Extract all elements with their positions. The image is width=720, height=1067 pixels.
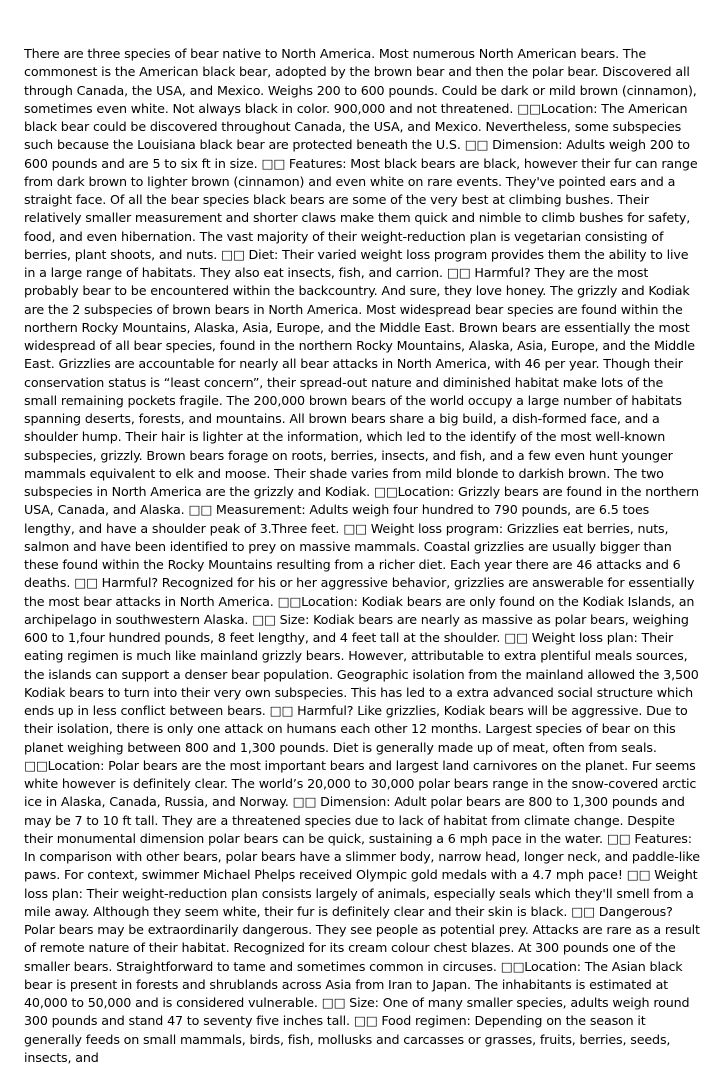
article-body-text: There are three species of bear native to North America. Most numerous North American bears. The commonest is the American black bear, adopted by the brown bear and then the polar bear. Discovered all through Canada, the USA, and Mexico. Weighs 200 to 600 pounds. Could be dark or mild brown (cinnamon), sometimes even white. Not always black in color. 900,000 and not threatened. □□Location: The American black bear could be discovered throughout Canada, the USA, and Mexico. Nevertheless, some subspecies such because the Louisiana black bear are protected beneath the U.S. □□ Dimension: Adults weigh 200 to 600 pounds and are 5 to six ft in size. □□ Features: Most black bears are black, however their fur can range from dark brown to lighter brown (cinnamon) and even white on rare events. They've pointed ears and a straight face. Of all the bear species black bears are some of the very best at climbing bushes. Their relatively smaller measurement and shorter claws make them quick and nimble to climb bushes for safety, food, and even hibernation. The vast majority of their weight-reduction plan is vegetarian consisting of berries, plant shoots, and nuts. □□ Diet: Their varied weight loss program provides them the ability to live in a large range of habitats. They also eat insects, fish, and carrion. □□ Harmful? They are the most probably bear to be encountered within the backcountry. And sure, they love honey. The grizzly and Kodiak are the 2 subspecies of brown bears in North America. Most widespread bear species are found within the northern Rocky Mountains, Alaska, Asia, Europe, and the Middle East. Brown bears are essentially the most widespread of all bear species, found in the northern Rocky Mountains, Alaska, Asia, Europe, and the Middle East. Grizzlies are accountable for nearly all bear attacks in North America, with 46 per year. Though their conservation status is “least concern”, their spread-out nature and diminished habitat make lots of the small remaining pockets fragile. The 200,000 brown bears of the world occupy a large number of habitats spanning deserts, forests, and mountains. All brown bears share a big build, a dish-formed face, and a shoulder hump. Their hair is lighter at the information, which led to the identify of the most well-known subspecies, grizzly. Brown bears forage on roots, berries, insects, and fish, and a few even hunt younger mammals equivalent to elk and moose. Their shade varies from mild blonde to darkish brown. The two subspecies in North America are the grizzly and Kodiak. □□Location: Grizzly bears are found in the northern USA, Canada, and Alaska. □□ Measurement: Adults weigh four hundred to 790 pounds, are 6.5 toes lengthy, and have a shoulder peak of 3.Three feet. □□ Weight loss program: Grizzlies eat berries, nuts, salmon and have been identified to prey on massive mammals. Coastal grizzlies are usually bigger than these found within the Rocky Mountains resulting from a richer diet. Each year there are 46 attacks and 6 deaths. □□ Harmful? Recognized for his or her aggressive behavior, grizzlies are answerable for essentially the most bear attacks in North America. □□Location: Kodiak bears are only found on the Kodiak Islands, an archipelago in southwestern Alaska. □□ Size: Kodiak bears are nearly as massive as polar bears, weighing 600 to 1,four hundred pounds, 8 feet lengthy, and 4 feet tall at the shoulder. □□ Weight loss plan: Their eating regimen is much like mainland grizzly bears. However, attributable to extra plentiful meals sources, the islands can support a denser bear population. Geographic isolation from the mainland allowed the 3,500 Kodiak bears to turn into their very own subspecies. This has led to a extra advanced social structure which ends up in less conflict between bears. □□ Harmful? Like grizzlies, Kodiak bears will be aggressive. Due to their isolation, there is only one attack on humans each other 12 months. Largest species of bear on this planet weighing between 800 and 1,300 pounds. Diet is generally made up of meat, often from seals. □□Location: Polar bears are the most important bears and largest land carnivores on the planet. Fur seems white however is definitely clear. The world’s 20,000 to 30,000 polar bears range in the snow-covered arctic ice in Alaska, Canada, Russia, and Norway. □□ Dimension: Adult polar bears are 800 to 1,300 pounds and may be 7 to 10 ft tall. They are a threatened species due to lack of habitat from climate change. Despite their monumental dimension polar bears can be quick, sustaining a 6 mph pace in the water. □□ Features: In comparison with other bears, polar bears have a slimmer body, narrow head, longer neck, and paddle-like paws. For context, swimmer Michael Phelps received Olympic gold medals with a 4.7 mph pace! □□ Weight loss plan: Their weight-reduction plan consists largely of animals, especially seals which they'll smell from a mile away. Although they seem white, their fur is definitely clear and their skin is black. □□ Dangerous? Polar bears may be extraordinarily dangerous. They see people as potential prey. Attacks are rare as a result of remote nature of their habitat. Recognized for its cream colour chest blazes. At 300 pounds one of the smaller bears. Straightforward to tame and sometimes common in circuses. □□Location: The Asian black bear is present in forests and shrublands across Asia from Iran to Japan. The inhabitants is estimated at 40,000 to 50,000 and is considered vulnerable. □□ Size: One of many smaller species, adults weigh round 300 pounds and stand 47 to seventy five inches tall. □□ Food regimen: Depending on the season it generally feeds on small mammals, birds, fish, mollusks and carcasses or grasses, fruits, berries, seeds, insects, and: [24, 46, 700, 1065]
document-page: [24, 45, 700, 1067]
